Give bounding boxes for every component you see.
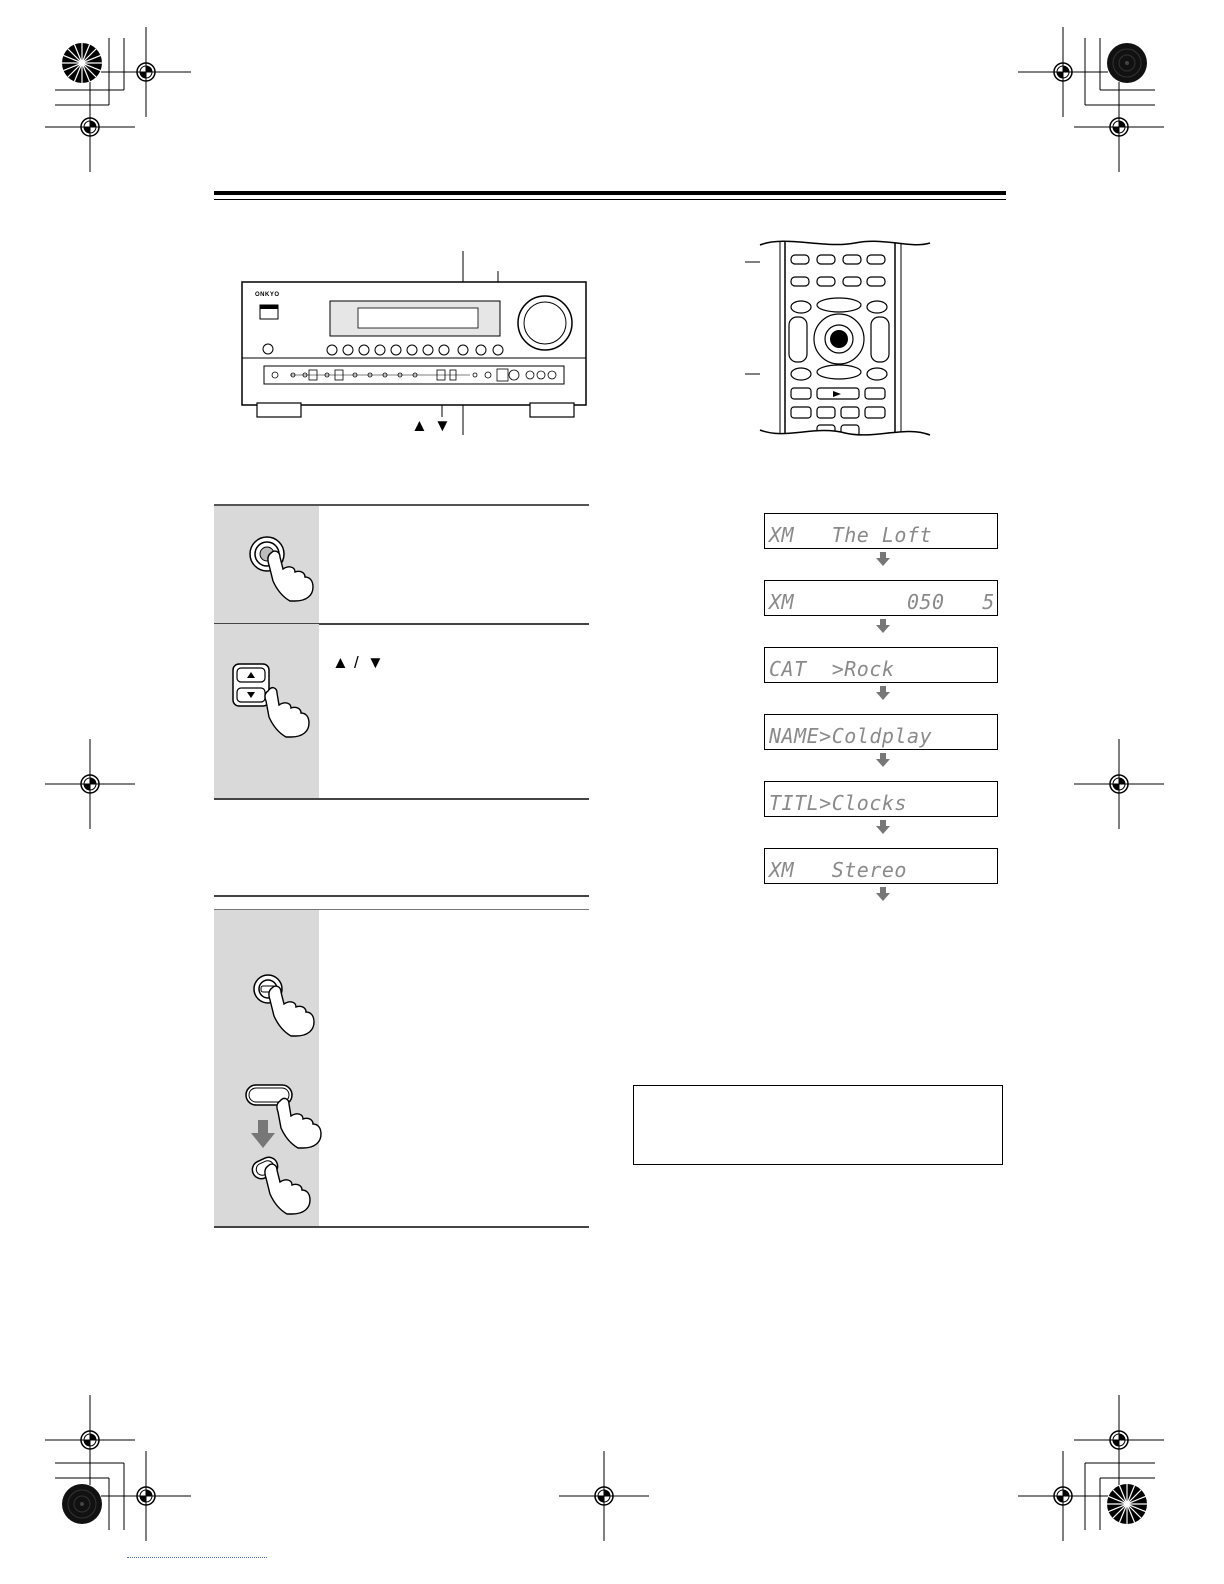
lcd-display-1 [764,513,998,549]
lcd-display-2 [764,580,998,616]
lcd-display-5 [764,781,998,817]
lcd-display-2-text: XM 050 5 [769,590,995,614]
receiver-front-panel [230,245,610,445]
lcd-display-5-text: TITL>Clocks [769,791,907,815]
lcd-display-4-text: NAME>Coldplay [769,724,933,748]
header-rule-thin [214,199,1006,200]
down-arrow-icon [876,753,890,767]
lcd-display-3 [764,647,998,683]
receiver-brand-label: ONKYO [255,292,280,298]
lcd-display-6 [764,848,998,884]
step-2-separator: / [354,653,359,672]
lcd-display-6-text: XM Stereo [769,858,907,882]
up-down-buttons-press-icon [232,663,322,738]
note-box [633,1085,1003,1165]
header-rule-thick [214,191,1006,195]
down-arrow-icon [876,619,890,633]
bottom-link-underline[interactable] [127,1557,267,1559]
lcd-display-4 [764,714,998,750]
down-arrow-icon [876,820,890,834]
down-arrow-icon [876,552,890,566]
step-2-down-arrow-label: ▼ [367,653,384,672]
remote-control-illustration [745,235,935,445]
finger-press-icon [245,535,325,605]
finger-press-icon [252,972,332,1042]
down-arrow-icon [251,1120,275,1148]
down-arrow-icon [876,887,890,901]
step-2-up-arrow-label: ▲ [332,653,349,672]
lcd-display-1-text: XM The Loft [769,523,933,547]
down-arrow-icon [876,686,890,700]
lcd-display-3-text: CAT >Rock [769,657,895,681]
receiver-up-arrow-label: ▲ [411,416,428,435]
receiver-down-arrow-label: ▼ [434,416,451,435]
small-button-press-icon [248,1152,338,1217]
